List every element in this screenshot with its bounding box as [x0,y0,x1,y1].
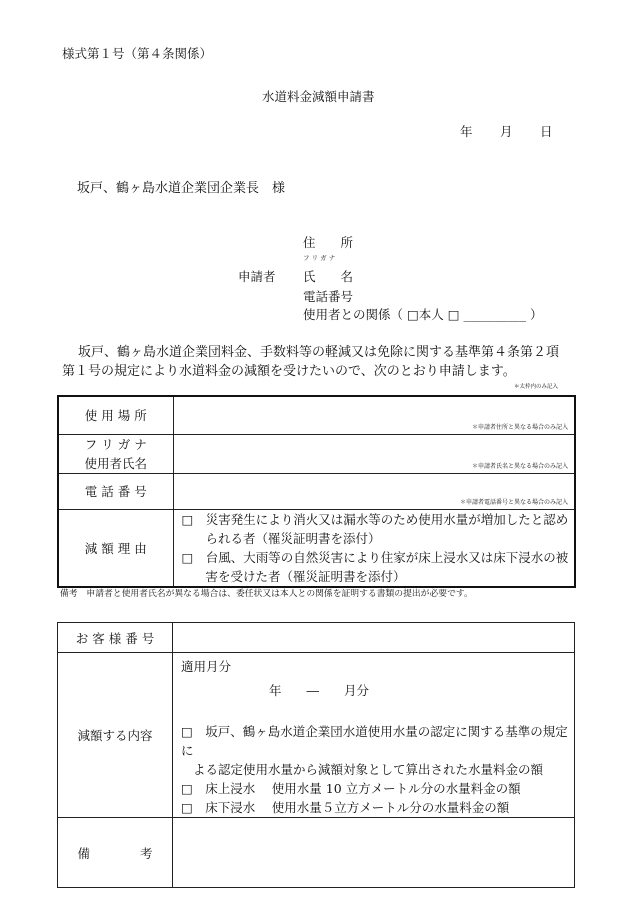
reduction-content-cell [173,653,575,818]
reduction-item-1[interactable]: □ 坂戸、鶴ヶ島水道企業団水道使用水量の認定に関する基準の規定に [181,724,568,758]
usage-location-note: ＊申請者住所と異なる場合のみ記入 [471,423,568,431]
remarks-label-cell [58,818,173,888]
user-name-label: 使用者氏名 [84,455,147,471]
reduction-item-1-cont: よる認定使用水量から減額対象として算出された水量料金の額 [193,762,544,777]
applied-month-label: 適用月分 [181,659,232,674]
remarks-label-2: 考 [140,845,153,861]
usage-location-field[interactable] [173,396,575,434]
form-number: 様式第１号（第４条関係） [62,46,213,61]
user-name-label-cell [58,434,173,473]
reason-option-2-cont: 害を受けた者（罹災証明書を添付） [205,568,406,584]
reduction-content-label: 減額する内容 [58,653,173,818]
remarks-field[interactable] [173,818,575,888]
applicant-label: 申請者 [238,269,276,284]
intro-line-1: 坂戸、鶴ヶ島水道企業団料金、手数料等の軽減又は免除に関する基準第４条第２項 [78,345,560,360]
customer-number-field[interactable] [173,623,575,653]
reduction-item-2[interactable]: □ 床上浸水 使用水量 10 立方メートル分の水量料金の額 [181,781,521,796]
document-title: 水道料金減額申請書 [262,89,375,104]
applicant-phone-label: 電話番号 [303,289,354,304]
intro-line-2: 第１号の規定により水道料金の減額を受けたいので、次のとおり申請します。 [62,364,516,379]
table1-note: ＊太枠内のみ記入 [514,384,559,390]
reason-option-1-cont: られる者（罹災証明書を添付） [205,530,381,546]
applied-period: 年 ― 月分 [269,683,370,698]
date-month: 月 [500,124,513,139]
user-furigana-label: フ リ ガ ナ [84,436,147,452]
phone-field[interactable] [173,473,575,509]
remarks-label-1: 備 [77,845,90,861]
reason-option-2[interactable]: □ 台風、大雨等の自然災害により住家が床上浸水又は床下浸水の被 [181,549,569,565]
addressee: 坂戸、鶴ヶ島水道企業団企業長 様 [77,181,286,196]
applicant-table [57,395,576,588]
user-name-field[interactable] [173,434,575,473]
applicant-address-label: 住 所 [303,235,354,250]
user-name-note: ＊申請者氏名と異なる場合のみ記入 [471,462,568,470]
phone-label: 電 話 番 号 [58,473,173,509]
usage-location-label: 使 用 場 所 [58,396,173,434]
reason-option-1[interactable]: □ 災害発生により消火又は漏水等のため使用水量が増加したと認め [181,511,569,527]
reason-options [173,509,575,587]
date-year: 年 [460,124,473,139]
phone-note: ＊申請者電話番号と異なる場合のみ記入 [459,498,568,506]
customer-number-label: お 客 様 番 号 [58,623,173,653]
office-table [57,622,575,888]
applicant-relation-label: 使用者との関係（ □本人 □ __________ ） [303,307,543,322]
applicant-furigana-label: フ リ ガ ナ [303,254,336,262]
date-day: 日 [540,124,553,139]
applicant-name-label: 氏 名 [303,269,354,284]
reason-label: 減 額 理 由 [58,509,173,587]
remark-note: 備考 申請者と使用者氏名が異なる場合は、委任状又は本人との関係を証明する書類の提出が必要です。 [60,589,473,599]
reduction-item-3[interactable]: □ 床下浸水 使用水量５立方メートル分の水量料金の額 [181,800,510,815]
